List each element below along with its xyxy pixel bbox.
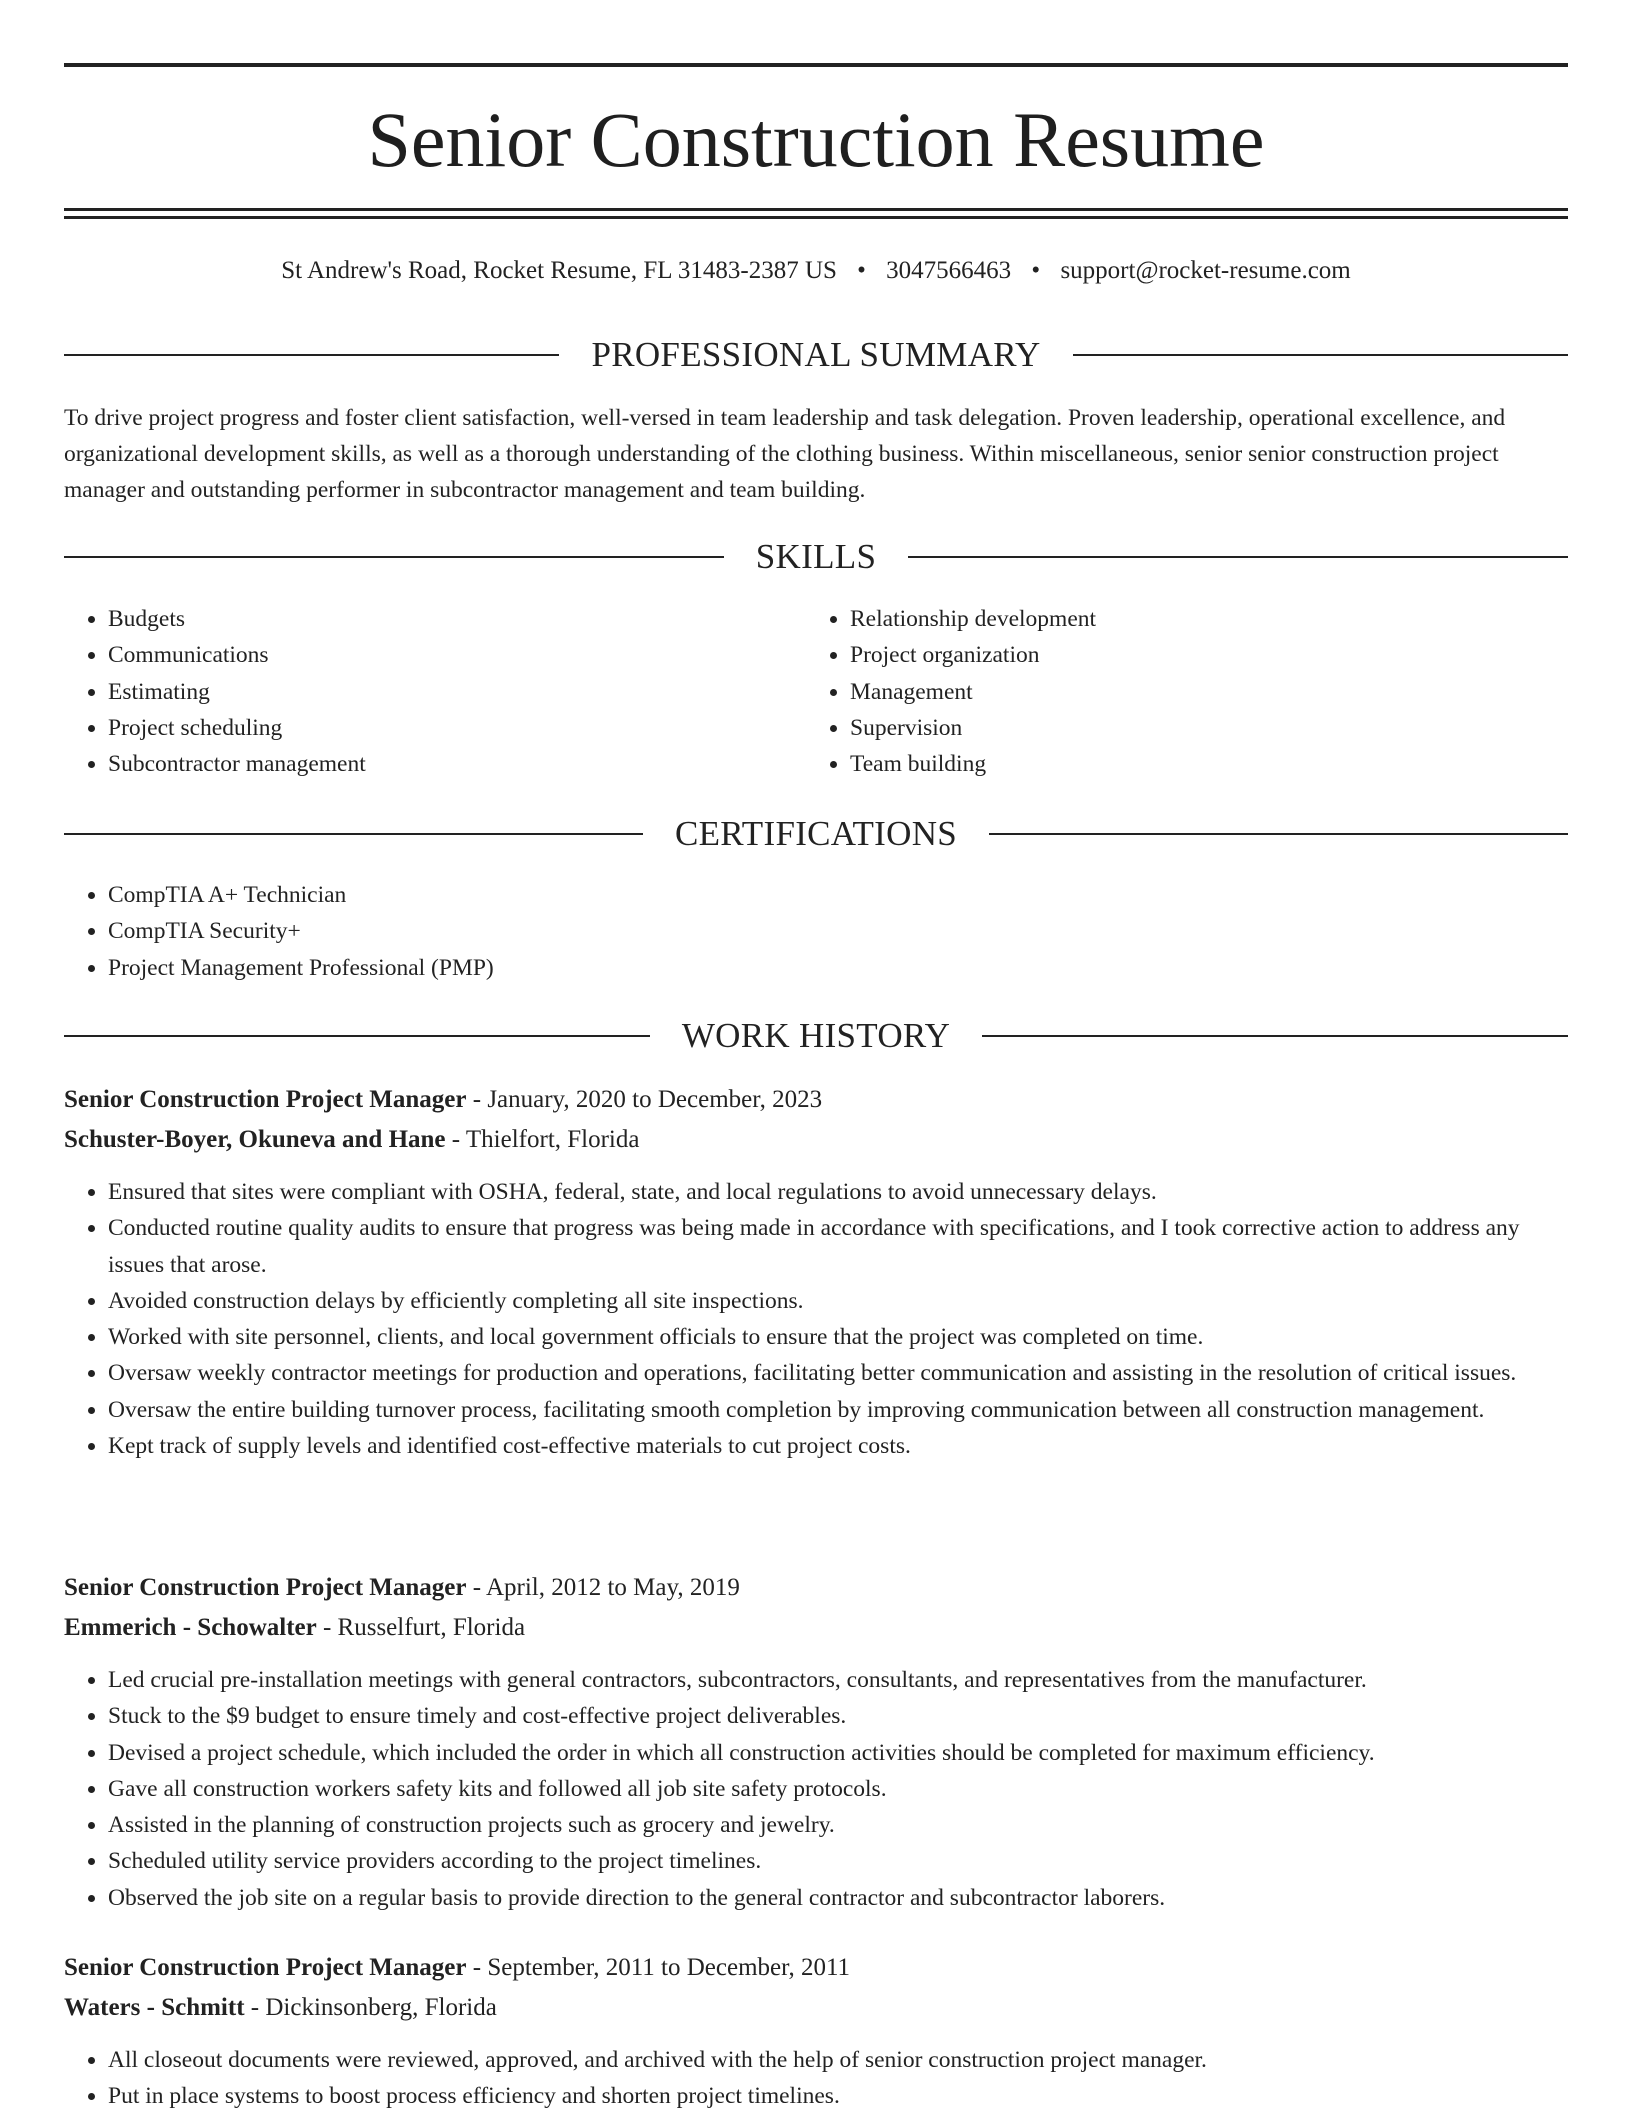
title-double-rule-bottom	[64, 216, 1568, 219]
dash: -	[316, 1614, 338, 1641]
job-dates: January, 2020 to December, 2023	[487, 1086, 823, 1113]
dash: -	[466, 1086, 488, 1113]
skill-item: • Project scheduling	[108, 710, 788, 746]
job-bullet: • Conducted routine quality audits to ensure that progress was being made in accordance with specifications, and I took corrective action to address any issues that arose.	[108, 1210, 1568, 1283]
job-title: Senior Construction Project Manager	[64, 1574, 467, 1601]
skills-list-left	[64, 601, 788, 782]
job-bullet: • Avoided construction delays by efficiently completing all site inspections.	[108, 1283, 1568, 1319]
section-header-certifications	[64, 811, 1568, 857]
job-bullet: • Observed the job site on a regular basis to provide direction to the general contractor and subcontractor laborers.	[108, 1880, 1568, 1916]
job-location: Thielfort, Florida	[465, 1126, 640, 1153]
top-rule	[64, 63, 1568, 67]
job-company-line	[64, 1988, 1568, 2028]
skill-item: • Management	[850, 674, 1550, 710]
dash: -	[244, 1994, 266, 2021]
job-location: Russelfurt, Florida	[337, 1614, 526, 1641]
job-company-line	[64, 1120, 1568, 1160]
contact-separator: •	[857, 257, 866, 284]
job-company: Schuster-Boyer, Okuneva and Hane	[64, 1126, 446, 1153]
job-company: Emmerich - Schowalter	[64, 1614, 317, 1641]
skill-item: • Project organization	[850, 637, 1550, 673]
job-dates: April, 2012 to May, 2019	[485, 1574, 740, 1601]
job-bullet: • Gave all construction workers safety kits and followed all job site safety protocols.	[108, 1771, 1568, 1807]
skill-item: • Estimating	[108, 674, 788, 710]
job-bullet: • Kept track of supply levels and identified cost-effective materials to cut project costs.	[108, 1428, 1568, 1464]
page-title: Senior Construction Resume	[367, 96, 1265, 183]
summary-text: To drive project progress and foster client satisfaction, well-versed in team leadership and task delegation. Proven leadership, operational excellence, and organizational development skills, as well as a thorough understanding of the clothing business. Within miscellaneous, senior senior construction project manager and outstanding performer in subcontractor management and team building.	[64, 405, 1506, 503]
section-header-summary	[64, 332, 1568, 378]
job-title-line	[64, 1568, 1568, 1608]
skill-item: • Subcontractor management	[108, 746, 788, 782]
job-bullets	[64, 2042, 1568, 2115]
job-bullet: • Worked with site personnel, clients, and local government officials to ensure that the project was completed on time.	[108, 1319, 1568, 1355]
skill-item: • Communications	[108, 637, 788, 673]
contact-address: St Andrew's Road, Rocket Resume, FL 31483-2387 US	[281, 257, 837, 284]
skill-item: • Supervision	[850, 710, 1550, 746]
certifications-list	[64, 877, 1508, 986]
job-title: Senior Construction Project Manager	[64, 1086, 467, 1113]
section-rule-right	[1073, 354, 1568, 356]
certification-item: • CompTIA Security+	[108, 913, 1508, 949]
section-title: WORK HISTORY	[681, 1016, 951, 1055]
job-bullet: • Ensured that sites were compliant with OSHA, federal, state, and local regulations to avoid unnecessary delays.	[108, 1174, 1568, 1210]
contact-line	[0, 254, 1632, 288]
dash: -	[466, 1574, 486, 1601]
skill-item: • Relationship development	[850, 601, 1550, 637]
job-title-line	[64, 1948, 1568, 1988]
section-header-skills	[64, 534, 1568, 580]
skill-item: • Team building	[850, 746, 1550, 782]
section-rule-right	[908, 556, 1568, 558]
section-title: SKILLS	[755, 537, 877, 576]
certification-item: • Project Management Professional (PMP)	[108, 950, 1508, 986]
section-rule-left	[64, 556, 724, 558]
job-dates: September, 2011 to December, 2011	[487, 1954, 851, 1981]
job-bullet: • Scheduled utility service providers according to the project timelines.	[108, 1843, 1568, 1879]
job-title: Senior Construction Project Manager	[64, 1954, 467, 1981]
job-title-line	[64, 1080, 1568, 1120]
section-rule-left	[64, 354, 559, 356]
job-bullets	[64, 1662, 1568, 1916]
contact-phone: 3047566463	[886, 257, 1012, 284]
job-bullet: • Devised a project schedule, which included the order in which all construction activities should be completed for maximum efficiency.	[108, 1735, 1568, 1771]
job-bullet: • Led crucial pre-installation meetings with general contractors, subcontractors, consultants, and representatives from the manufacturer.	[108, 1662, 1568, 1698]
job-bullet: • Oversaw the entire building turnover process, facilitating smooth completion by improving communication between all construction management.	[108, 1392, 1568, 1428]
job-bullet: • Put in place systems to boost process efficiency and shorten project timelines.	[108, 2078, 1568, 2114]
title-double-rule-top	[64, 208, 1568, 211]
contact-separator: •	[1031, 257, 1041, 284]
skills-list-right	[806, 601, 1550, 782]
dash: -	[466, 1954, 488, 1981]
job-bullet: • Oversaw weekly contractor meetings for production and operations, facilitating better communication and assisting in the resolution of critical issues.	[108, 1355, 1568, 1391]
certification-item: • CompTIA A+ Technician	[108, 877, 1508, 913]
job-bullet: • Stuck to the $9 budget to ensure timely and cost-effective project deliverables.	[108, 1698, 1568, 1734]
skill-item: • Budgets	[108, 601, 788, 637]
section-rule-right	[989, 833, 1568, 835]
section-header-work-history	[64, 1013, 1568, 1059]
job-company: Waters - Schmitt	[64, 1994, 245, 2021]
job-bullets	[64, 1174, 1568, 1464]
job-location: Dickinsonberg, Florida	[265, 1994, 497, 2021]
section-rule-left	[64, 833, 643, 835]
job-company-line	[64, 1608, 1568, 1648]
contact-email: support@rocket-resume.com	[1060, 257, 1351, 284]
section-title: CERTIFICATIONS	[674, 814, 958, 853]
section-rule-left	[64, 1035, 650, 1037]
dash: -	[445, 1126, 466, 1153]
job-bullet: • All closeout documents were reviewed, approved, and archived with the help of senior construction project manager.	[108, 2042, 1568, 2078]
section-title: PROFESSIONAL SUMMARY	[591, 335, 1041, 374]
section-rule-right	[982, 1035, 1568, 1037]
job-bullet: • Assisted in the planning of construction projects such as grocery and jewelry.	[108, 1807, 1568, 1843]
